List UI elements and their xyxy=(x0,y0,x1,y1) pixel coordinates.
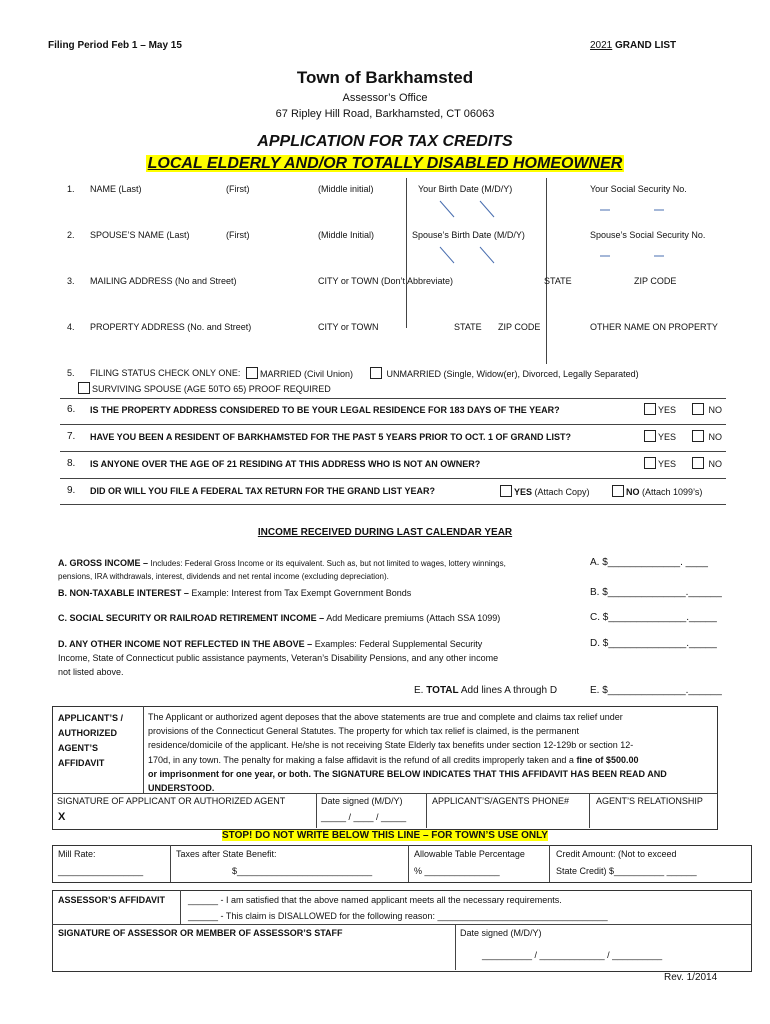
affidavit-title-line-3: AGENT’S xyxy=(58,743,99,753)
income-a-desc2: pensions, IRA withdrawals, interest, dividends and net rental income (excluding depreciation). xyxy=(58,572,389,581)
q6-no-checkbox[interactable] xyxy=(692,403,704,415)
q7-number: 7. xyxy=(67,431,76,442)
spouse-birth-label: Spouse’s Birth Date (M/D/Y) xyxy=(412,230,525,240)
row4-number: 4. xyxy=(67,322,75,332)
spouse-birth-slashes xyxy=(430,244,510,266)
mailing-address-label: MAILING ADDRESS (No and Street) xyxy=(90,276,237,286)
assessor-divider-horizontal xyxy=(52,924,751,925)
assessor-title: ASSESSOR’S AFFIDAVIT xyxy=(58,895,166,905)
q6-yes-label: YES xyxy=(658,405,677,415)
q7-no[interactable] xyxy=(692,430,722,442)
income-e-desc: Add lines A through D xyxy=(460,685,558,696)
income-b-label: B. NON-TAXABLE INTEREST – xyxy=(58,588,189,598)
town-use-divider-3 xyxy=(549,845,550,882)
property-state-label: STATE xyxy=(454,322,482,332)
spouse-last-label: SPOUSE’S NAME (Last) xyxy=(90,230,190,240)
allowable-field[interactable]: % _______________ xyxy=(414,866,500,876)
filing-period: Filing Period Feb 1 – May 15 xyxy=(48,40,182,51)
form-title: APPLICATION FOR TAX CREDITS xyxy=(257,133,513,150)
surviving-label: SURVIVING SPOUSE (AGE 50TO 65) PROOF REQUIRED xyxy=(92,384,331,394)
ssn-dashes xyxy=(598,206,678,214)
affidavit-side-title xyxy=(58,711,123,771)
form-subtitle xyxy=(0,155,770,173)
married-option[interactable] xyxy=(246,367,353,379)
mailing-zip-label: ZIP CODE xyxy=(634,276,677,286)
income-d-desc2: Income, State of Connecticut public assistance payments, Veteran’s Disability Pensions, and any other income xyxy=(58,653,499,663)
q6-number: 6. xyxy=(67,404,76,415)
q6-bottom-rule xyxy=(60,424,726,425)
income-a-desc: Includes: Federal Gross Income or its equivalent. Such as, but not limited to wages, lottery winnings, xyxy=(150,559,506,568)
town-use-divider-1 xyxy=(170,845,171,882)
credit-amount-label: Credit Amount: (Not to exceed xyxy=(556,849,677,859)
q9-number: 9. xyxy=(67,485,76,496)
q9-text: DID OR WILL YOU FILE A FEDERAL TAX RETURN FOR THE GRAND LIST YEAR? xyxy=(90,486,436,496)
income-a-amount[interactable]: A. $_____________. ____ xyxy=(590,557,708,568)
q9-no-note: (Attach 1099’s) xyxy=(642,487,703,497)
affidavit-text xyxy=(148,710,667,795)
surviving-option[interactable] xyxy=(78,382,331,394)
grand-list-header xyxy=(590,40,676,51)
q6-no-label: NO xyxy=(708,405,723,415)
income-heading: INCOME RECEIVED DURING LAST CALENDAR YEAR xyxy=(257,527,513,538)
birth-date-label: Your Birth Date (M/D/Y) xyxy=(418,184,513,194)
q7-yes-checkbox[interactable] xyxy=(644,430,656,442)
row1-number: 1. xyxy=(67,184,75,194)
office-name: Assessor’s Office xyxy=(342,92,428,104)
q7-yes[interactable] xyxy=(644,430,676,442)
q8-yes-label: YES xyxy=(658,459,677,469)
town-use-banner xyxy=(0,830,770,841)
q6-yes[interactable] xyxy=(644,403,676,415)
q8-text: IS ANYONE OVER THE AGE OF 21 RESIDING AT THIS ADDRESS WHO IS NOT AN OWNER? xyxy=(90,459,481,469)
q6-text: IS THE PROPERTY ADDRESS CONSIDERED TO BE YOUR LEGAL RESIDENCE FOR 183 DAYS OF THE YEAR? xyxy=(90,405,560,415)
income-a-label: A. GROSS INCOME – xyxy=(58,558,149,568)
office-address: 67 Ripley Hill Road, Barkhamsted, CT 06063 xyxy=(275,108,495,120)
mailing-city-label: CITY or TOWN (Don’t Abbreviate) xyxy=(318,276,454,286)
signature-label: SIGNATURE OF APPLICANT OR AUTHORIZED AGENT xyxy=(57,796,286,806)
form-subtitle-text: LOCAL ELDERLY AND/OR TOTALLY DISABLED HOMEOWNER xyxy=(147,155,623,172)
unmarried-checkbox[interactable] xyxy=(370,367,382,379)
married-checkbox[interactable] xyxy=(246,367,258,379)
affidavit-title-line-2: AUTHORIZED xyxy=(58,728,117,738)
mailing-state-label: STATE xyxy=(544,276,572,286)
q8-bottom-rule xyxy=(60,478,726,479)
affidavit-title-line-1: APPLICANT’S / xyxy=(58,713,124,723)
q6-yes-checkbox[interactable] xyxy=(644,403,656,415)
q6-top-rule xyxy=(60,398,726,399)
ssn-label: Your Social Security No. xyxy=(590,184,687,194)
q8-number: 8. xyxy=(67,458,76,469)
q9-no[interactable] xyxy=(612,485,702,497)
relationship-label: AGENT’S RELATIONSHIP xyxy=(596,796,703,806)
q9-yes-checkbox[interactable] xyxy=(500,485,512,497)
income-c-amount[interactable]: C. $______________._____ xyxy=(590,612,717,623)
affidavit-text-5b: The SIGNATURE BELOW INDICATES THAT THIS AFFIDAVIT HAS BEEN READ AND xyxy=(313,768,667,779)
q7-bottom-rule xyxy=(60,451,726,452)
q8-yes-checkbox[interactable] xyxy=(644,457,656,469)
property-zip-label: ZIP CODE xyxy=(498,322,541,332)
q7-yes-label: YES xyxy=(658,432,677,442)
q8-no-label: NO xyxy=(708,459,723,469)
grand-list-label: GRAND LIST xyxy=(615,40,677,51)
date-signed-label: Date signed (M/D/Y) xyxy=(321,796,403,806)
town-use-stop: STOP! DO NOT WRITE BELOW THIS LINE – FOR TOWN’S USE ONLY xyxy=(222,830,548,841)
income-c-desc: Add Medicare premiums (Attach SSA 1099) xyxy=(326,613,501,623)
unmarried-label: UNMARRIED (Single, Widow(er), Divorced, Legally Separated) xyxy=(386,369,639,379)
row5-number: 5. xyxy=(67,368,75,378)
q9-yes-label: YES xyxy=(514,487,533,497)
q9-bottom-rule xyxy=(60,504,726,505)
spouse-middle-label: (Middle Initial) xyxy=(318,230,375,240)
birth-date-slashes xyxy=(430,198,510,220)
income-a-line xyxy=(58,558,506,568)
affidavit-text-3: residence/domicile of the applicant. He/she is not receiving State Elderly tax benefits under section 12-129b or section 12- xyxy=(148,740,634,751)
affidavit-text-2: provisions of the Connecticut General Statutes. The property for which tax relief is claimed, is the permanent xyxy=(148,726,580,737)
allowable-label: Allowable Table Percentage xyxy=(414,849,525,859)
income-e-amount[interactable]: E. $______________.______ xyxy=(590,685,722,696)
town-use-divider-2 xyxy=(408,845,409,882)
assessor-disallowed[interactable]: ______ - This claim is DISALLOWED for the following reason: __________________________________ xyxy=(188,911,608,921)
taxes-after-field[interactable]: $___________________________ xyxy=(232,866,373,876)
affidavit-text-4a: 170d, in any town. The penalty for making a false affidavit is the refund of all credits improperly taken and a xyxy=(148,754,574,765)
mill-rate-label: Mill Rate: xyxy=(58,849,96,859)
row3-number: 3. xyxy=(67,276,75,286)
affidavit-date-divider xyxy=(316,793,317,828)
income-d-line xyxy=(58,639,482,649)
credit-amount-field[interactable]: State Credit) $__________ ______ xyxy=(556,866,697,876)
q9-yes[interactable] xyxy=(500,485,590,497)
assessor-signature-label: SIGNATURE OF ASSESSOR OR MEMBER OF ASSESSOR’S STAFF xyxy=(58,928,343,938)
affidavit-relationship-divider xyxy=(589,793,590,828)
affidavit-phone-divider xyxy=(426,793,427,828)
divider-birth-column xyxy=(406,178,407,328)
income-b-line xyxy=(58,588,411,598)
q7-no-label: NO xyxy=(708,432,723,442)
name-middle-label: (Middle initial) xyxy=(318,184,374,194)
q8-no[interactable] xyxy=(692,457,722,469)
income-b-amount[interactable]: B. $______________.______ xyxy=(590,587,722,598)
name-last-label: NAME (Last) xyxy=(90,184,142,194)
income-e-total: TOTAL xyxy=(426,685,459,696)
affidavit-side-divider xyxy=(143,706,144,794)
filing-status-label: FILING STATUS CHECK ONLY ONE: xyxy=(90,368,241,378)
married-label: MARRIED (Civil Union) xyxy=(260,369,354,379)
income-b-desc: Example: Interest from Tax Exempt Government Bonds xyxy=(191,588,412,598)
spouse-ssn-dashes xyxy=(598,252,678,260)
affidavit-text-5a: or imprisonment for one year, or both. xyxy=(148,768,312,779)
income-d-desc3: not listed above. xyxy=(58,667,124,677)
phone-label: APPLICANT’S/AGENTS PHONE# xyxy=(432,796,570,806)
income-d-label: D. ANY OTHER INCOME NOT REFLECTED IN THE ABOVE – xyxy=(58,639,313,649)
other-name-label: OTHER NAME ON PROPERTY xyxy=(590,322,718,332)
assessor-divider-vertical xyxy=(180,890,181,924)
property-city-label: CITY or TOWN xyxy=(318,322,379,332)
taxes-after-label: Taxes after State Benefit: xyxy=(176,849,277,859)
affidavit-text-4b: fine of $500.00 xyxy=(576,754,639,765)
q8-no-checkbox[interactable] xyxy=(692,457,704,469)
affidavit-text-6: UNDERSTOOD. xyxy=(148,783,215,794)
q7-text: HAVE YOU BEEN A RESIDENT OF BARKHAMSTED FOR THE PAST 5 YEARS PRIOR TO OCT. 1 OF GRAND LIST? xyxy=(90,432,572,442)
spouse-ssn-label: Spouse’s Social Security No. xyxy=(590,230,706,240)
assessor-date-field[interactable]: __________ / _____________ / __________ xyxy=(482,950,663,960)
row2-number: 2. xyxy=(67,230,75,240)
affidavit-text-1: The Applicant or authorized agent deposes that the above statements are true and complete and claims tax relief under xyxy=(148,712,623,722)
q8-yes[interactable] xyxy=(644,457,676,469)
property-address-label: PROPERTY ADDRESS (No. and Street) xyxy=(90,322,252,332)
unmarried-option[interactable] xyxy=(370,367,639,379)
assessor-date-label: Date signed (M/D/Y) xyxy=(460,928,542,938)
income-c-label: C. SOCIAL SECURITY OR RAILROAD RETIREMENT INCOME – xyxy=(58,613,325,623)
q7-no-checkbox[interactable] xyxy=(692,430,704,442)
income-d-desc: Examples: Federal Supplemental Security xyxy=(314,639,483,649)
q9-no-checkbox[interactable] xyxy=(612,485,624,497)
q6-no[interactable] xyxy=(692,403,722,415)
income-e-line xyxy=(414,685,557,696)
affidavit-title-line-4: AFFIDAVIT xyxy=(58,758,105,768)
name-first-label: (First) xyxy=(226,184,250,194)
income-c-line xyxy=(58,613,500,623)
grand-list-year: 2021 xyxy=(590,40,613,51)
assessor-date-divider xyxy=(455,924,456,970)
income-e-prefix: E. xyxy=(414,685,424,696)
surviving-checkbox[interactable] xyxy=(78,382,90,394)
income-d-amount[interactable]: D. $______________._____ xyxy=(590,638,717,649)
date-signed-field[interactable]: _____ / ____ / _____ xyxy=(321,812,407,822)
signature-field[interactable]: X xyxy=(58,811,66,823)
town-name: Town of Barkhamsted xyxy=(296,68,474,87)
divider-ssn-column xyxy=(546,178,547,364)
q9-yes-note: (Attach Copy) xyxy=(534,487,590,497)
revision-label: Rev. 1/2014 xyxy=(664,972,718,983)
mill-rate-field[interactable]: _________________ xyxy=(58,866,144,876)
q9-no-label: NO xyxy=(626,487,640,497)
assessor-satisfied[interactable]: ______ - I am satisfied that the above named applicant meets all the necessary requirements. xyxy=(188,895,562,905)
spouse-first-label: (First) xyxy=(226,230,250,240)
